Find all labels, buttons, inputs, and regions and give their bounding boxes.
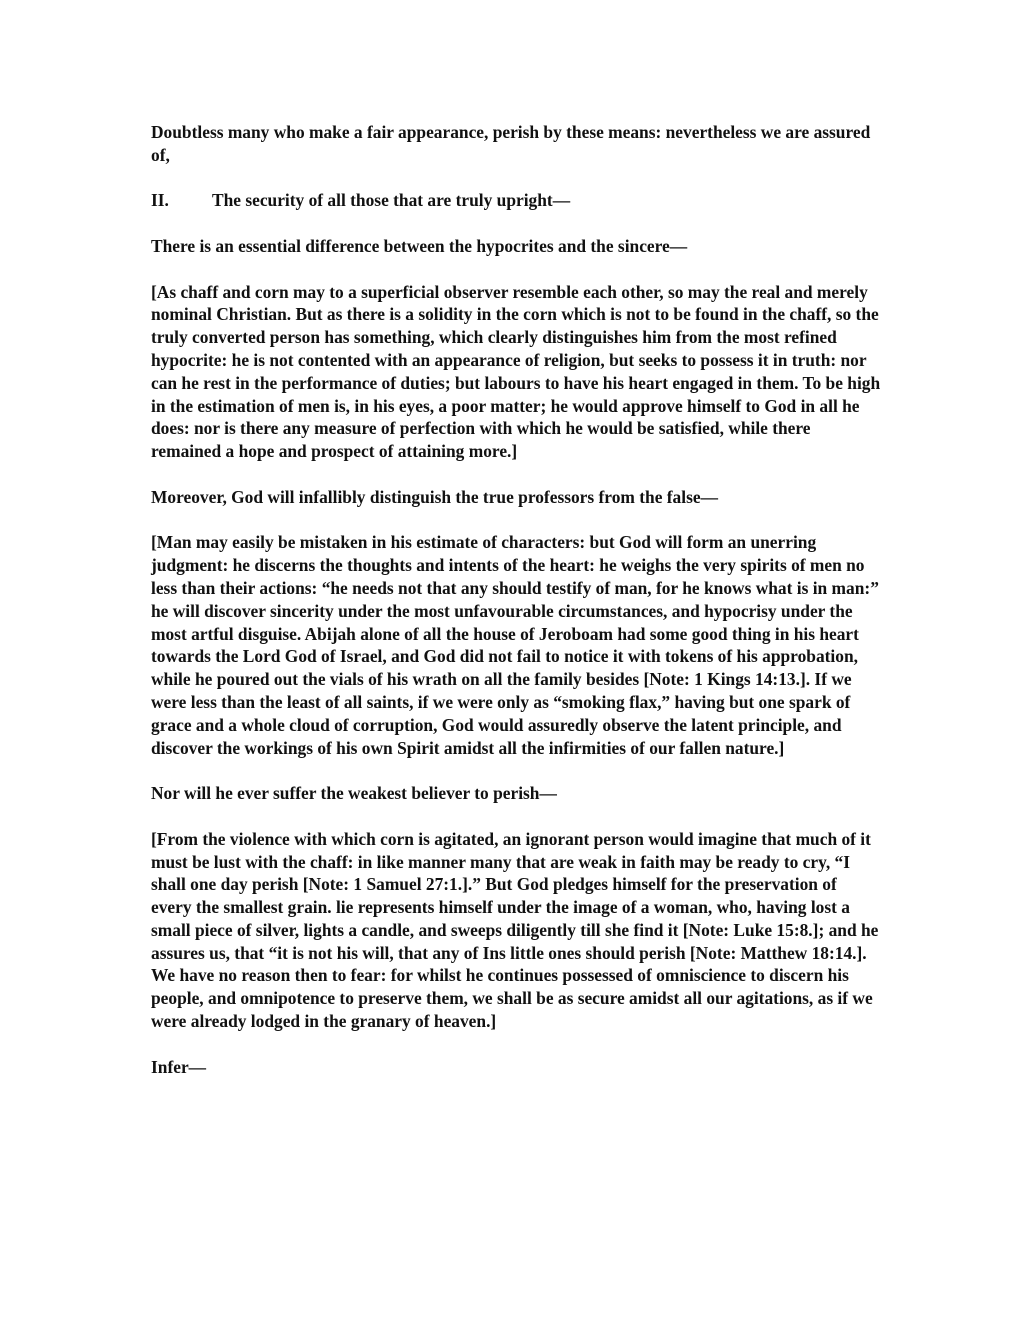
document-page	[151, 121, 881, 1101]
body-chaff-and-corn: [As chaff and corn may to a superficial observer resemble each other, so may the real and merely nominal Christian. But as there is a solidity in the corn which is not to be found in the chaff, so the truly converted person has something, which clearly distinguishes him from the most refined hypocrite: he is not contented with an appearance of religion, but seeks to possess it in truth: nor can he rest in the performance of duties; but labours to have his heart engaged in them. To be high in the estimation of men is, in his eyes, a poor matter; he would approve himself to God in all he does: nor is there any measure of perfection with which he would be satisfied, while there remained a hope and prospect of attaining more.]	[151, 281, 881, 462]
section-title: The security of all those that are truly upright—	[212, 190, 571, 211]
section-number: II.	[151, 190, 169, 211]
body-unerring-judgment: [Man may easily be mistaken in his estimate of characters: but God will form an unerring judgment: he discerns the thoughts and intents of the heart: he weighs the very spirits of men no less than their actions: “he needs not that any should testify of man, for he knows what is in man:” he will discover sincerity under the most unfavourable circumstances, and hypocrisy under the most artful disguise. Abijah alone of all the house of Jeroboam had some good thing in his heart towards the Lord God of Israel, and God did not fail to notice it with tokens of his approbation, while he poured out the vials of his wrath on all the family besides [Note: 1 Kings 14:13.]. If we were less than the least of all saints, if we were only as “smoking flax,” having but one spark of grace and a whole cloud of corruption, God would assuredly observe the latent principle, and discover the workings of his own Spirit amidst all the infirmities of our fallen nature.]	[151, 532, 879, 758]
intro-paragraph: Doubtless many who make a fair appearance, perish by these means: nevertheless we are assured of,	[151, 122, 871, 165]
point-weakest-believer: Nor will he ever suffer the weakest believer to perish—	[151, 783, 557, 804]
point-essential-difference: There is an essential difference between the hypocrites and the sincere—	[151, 235, 688, 256]
point-god-distinguishes: Moreover, God will infallibly distinguish the true professors from the false—	[151, 486, 718, 507]
section-heading	[151, 189, 881, 212]
body-preservation: [From the violence with which corn is agitated, an ignorant person would imagine that much of it must be lust with the chaff: in like manner many that are weak in faith may be ready to cry, “I shall one day perish [Note: 1 Samuel 27:1.].” But God pledges himself for the preservation of every the smallest grain. lie represents himself under the image of a woman, who, having lost a small piece of silver, lights a candle, and sweeps diligently till she find it [Note: Luke 15:8.]; and he assures us, that “it is not his will, that any of Ins little ones should perish [Note: Matthew 18:14.]. We have no reason then to fear: for whilst he continues possessed of omniscience to discern his people, and omnipotence to preserve them, we shall be as secure amidst all our agitations, as if we were already lodged in the granary of heaven.]	[151, 828, 879, 1032]
infer-heading: Infer—	[151, 1056, 207, 1077]
